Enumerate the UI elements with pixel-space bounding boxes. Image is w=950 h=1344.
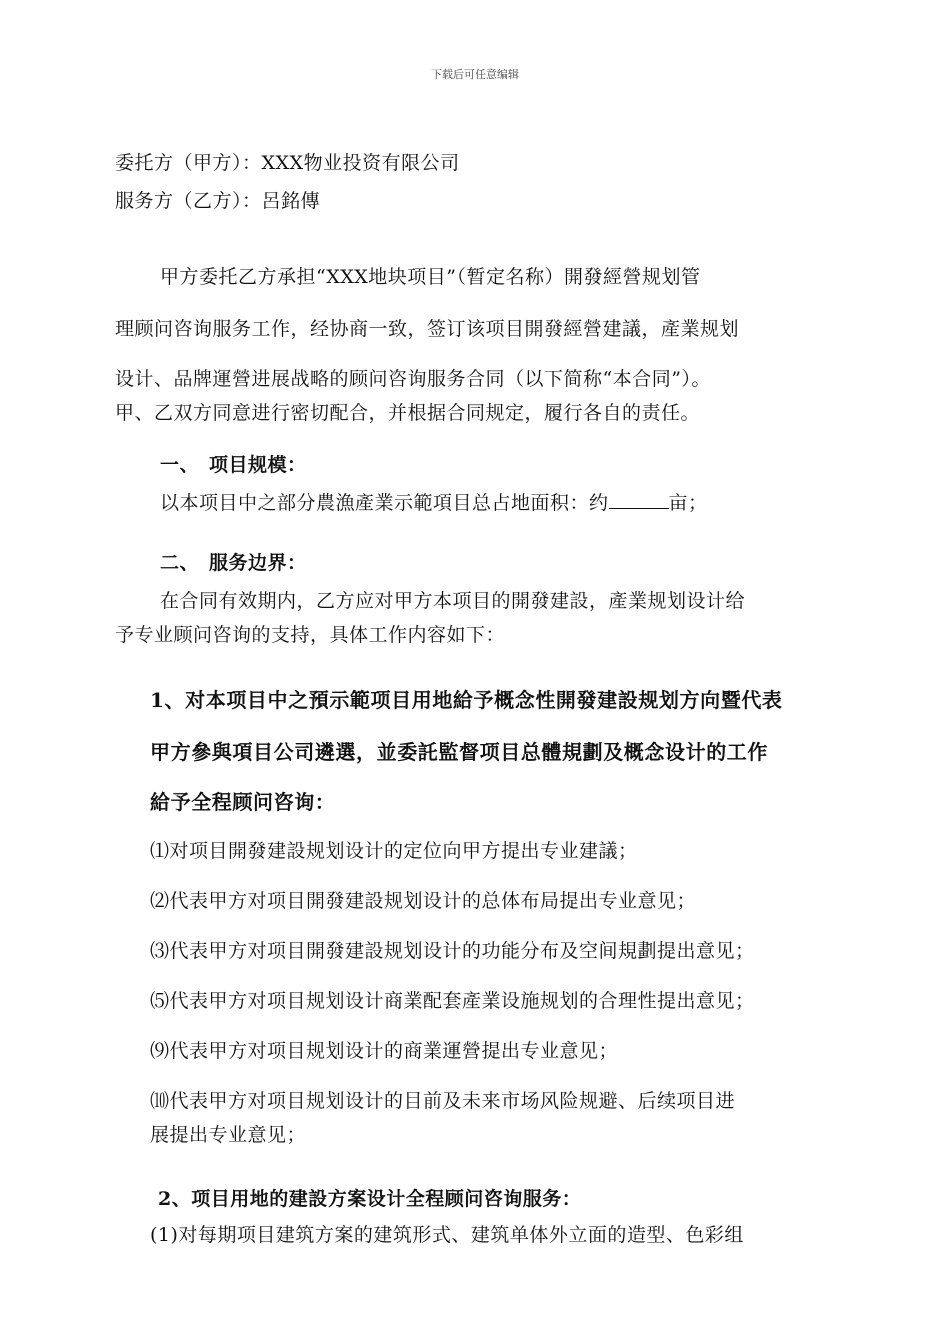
item-1-sub-10: ⑽代表甲方对项目规划设计的目前及未来市场风险规避、后续项目进 xyxy=(150,1090,736,1112)
area-blank xyxy=(609,490,669,509)
page-header-note: 下载后可任意编辑 xyxy=(431,68,519,81)
intro-line-1: 甲方委托乙方承担“XXX地块项目”（暂定名称）開發經營规划管 xyxy=(160,266,701,288)
item-1-sub-9: ⑼代表甲方对项目规划设计的商業運營提出专业意见； xyxy=(150,1040,619,1062)
section-2-line-2: 予专业顾问咨询的支持，具体工作内容如下： xyxy=(115,624,506,646)
section-1-heading: 一、 项目规模： xyxy=(160,454,307,476)
intro-line-2: 理顾问咨询服务工作，经协商一致，签订该项目開發經營建議，產業规划 xyxy=(115,318,740,340)
item-1-sub-5: ⑸代表甲方对项目规划设计商業配套產業设施规划的合理性提出意见； xyxy=(150,990,755,1012)
item-1-sub-10-cont: 展提出专业意见； xyxy=(150,1124,307,1146)
item-2-heading: 2、项目用地的建設方案设计全程顾问咨询服务： xyxy=(158,1188,582,1210)
site-area-text: 以本项目中之部分農漁產業示範項目总占地面积：约 xyxy=(160,492,609,514)
item-2-line-1: (1)对每期项目建筑方案的建筑形式、建筑单体外立面的造型、色彩组 xyxy=(150,1224,744,1246)
section-1-body xyxy=(160,488,708,515)
intro-line-3: 设计、品牌運營进展战略的顾问咨询服务合同（以下简称“本合同”）。 xyxy=(115,368,711,390)
item-1-line-1: 1、对本项目中之預示範项目用地給予概念性開發建設规划方向暨代表 xyxy=(150,688,783,712)
item-1-line-2: 甲方參與項目公司遴選，並委託監督项目总體規劃及概念设计的工作 xyxy=(150,740,768,764)
item-1-sub-1: ⑴对项目開發建設规划设计的定位向甲方提出专业建議； xyxy=(150,840,638,862)
item-1-sub-2: ⑵代表甲方对项目開發建設规划设计的总体布局提出专业意见； xyxy=(150,890,697,912)
area-unit: 亩； xyxy=(668,492,708,514)
section-2-line-1: 在合同有效期内，乙方应对甲方本项目的開發建設，產業规划设计给 xyxy=(160,590,746,612)
provider-party: 服务方（乙方）：呂銘傳 xyxy=(115,190,321,212)
section-2-heading: 二、 服务边界： xyxy=(160,552,307,574)
client-party: 委托方（甲方）：XXX物业投资有限公司 xyxy=(115,152,460,174)
item-1-sub-3: ⑶代表甲方对项目開發建設规划设计的功能分布及空间規劃提出意见； xyxy=(150,940,755,962)
intro-line-4: 甲、乙双方同意进行密切配合，并根据合同规定，履行各自的责任。 xyxy=(115,402,701,424)
item-1-line-3: 給予全程顾问咨询： xyxy=(150,790,336,814)
